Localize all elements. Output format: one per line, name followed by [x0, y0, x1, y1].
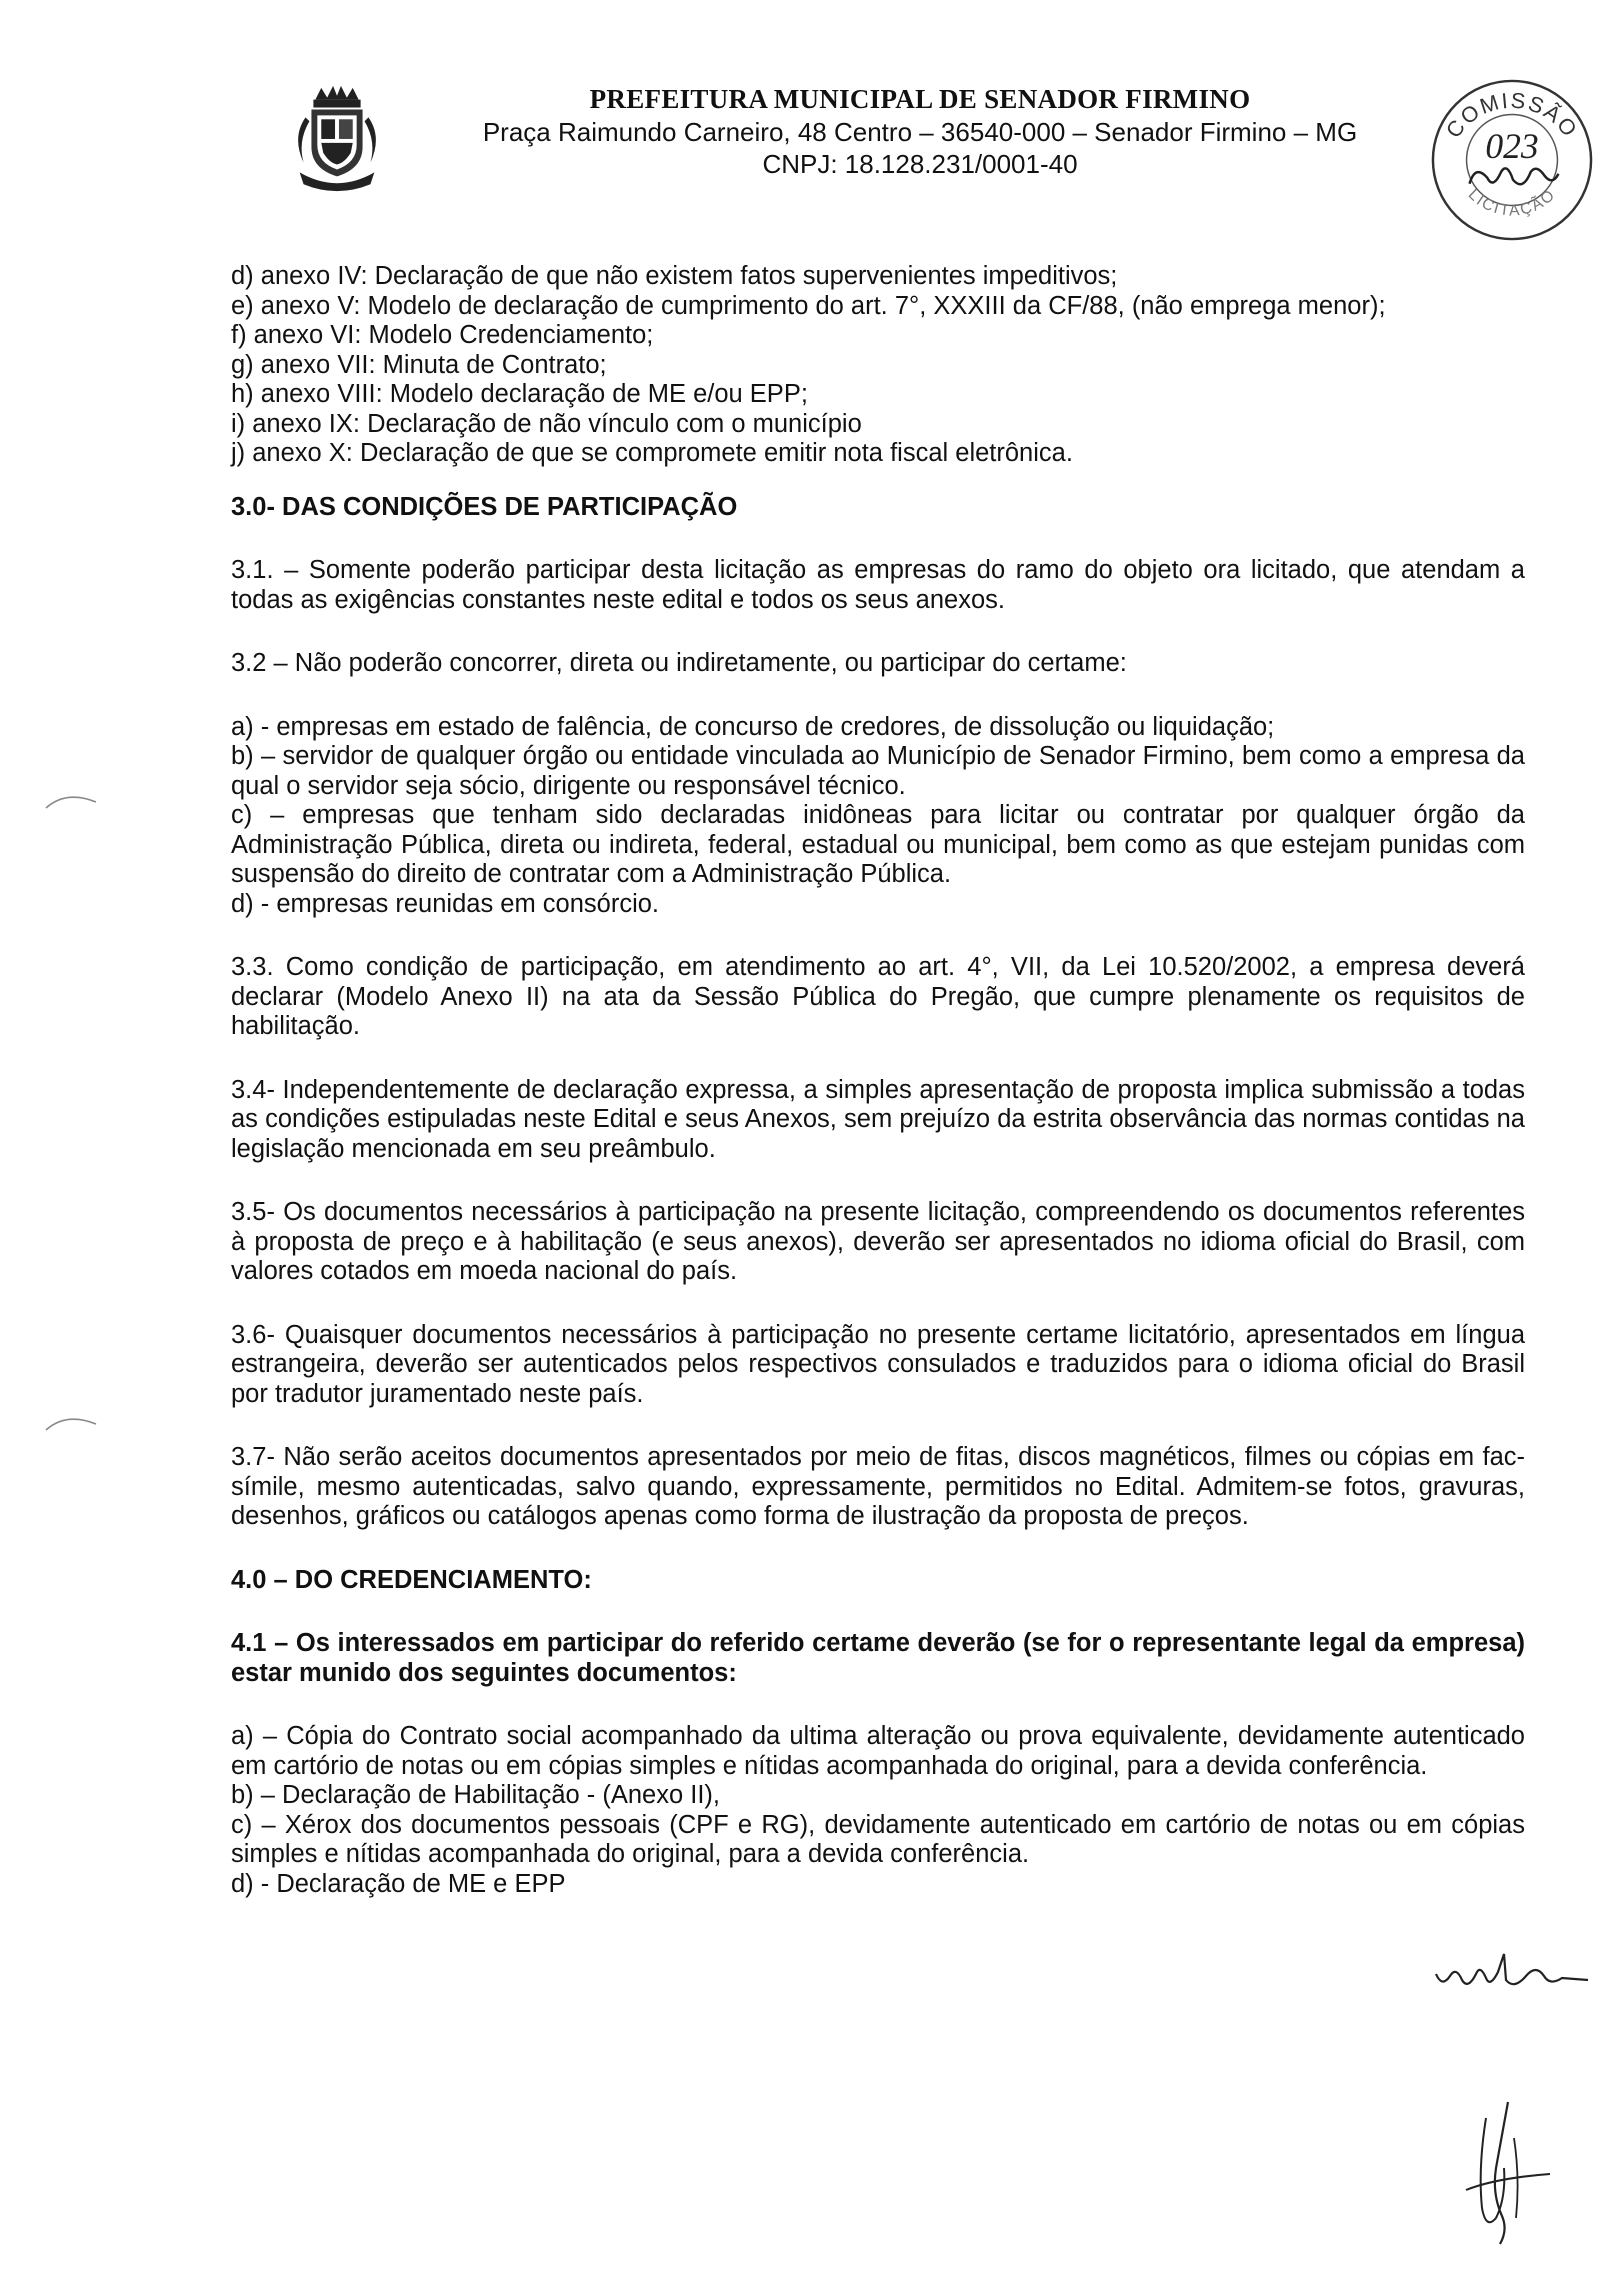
margin-mark	[42, 1410, 102, 1434]
coat-of-arms-icon	[278, 78, 396, 196]
paragraph-4-1: 4.1 – Os interessados em participar do referido certame deverão (se for o representante legal da empresa) estar munido dos seguintes documentos:	[231, 1629, 1525, 1687]
list-item: f) anexo VI: Modelo Credenciamento;	[231, 321, 654, 349]
paragraph-3-5: 3.5- Os documentos necessários à participação na presente licitação, compreendendo os documentos referentes à proposta de preço e à habilitação (e seus anexos), deverão ser apresentados no idioma oficial do Brasil, com valores cotados em moeda nacional do país.	[231, 1198, 1525, 1285]
document-body	[231, 262, 1525, 1899]
stamp-top-text: COMISSÃO	[1440, 87, 1584, 143]
stamp-number: 023	[1485, 126, 1539, 167]
signature	[1456, 2098, 1556, 2248]
paragraph-3-2: 3.2 – Não poderão concorrer, direta ou indiretamente, ou participar do certame:	[231, 649, 1127, 677]
list-item: h) anexo VIII: Modelo declaração de ME e/ou EPP;	[231, 380, 808, 408]
annex-list	[231, 262, 1525, 469]
list-item: c) – empresas que tenham sido declaradas inidôneas para licitar ou contratar por qualquer órgão da Administração Pública, direta ou indireta, federal, estadual ou municipal, bem como as que estejam punidas com suspensão do direito de contratar com a Administração Pública.	[231, 801, 1525, 888]
list-item: a) - empresas em estado de falência, de concurso de credores, de dissolução ou liquidação;	[231, 712, 1275, 741]
paragraph-3-4: 3.4- Independentemente de declaração expressa, a simples apresentação de proposta implica submissão a todas as condições estipuladas neste Edital e seus Anexos, sem prejuízo da estrita observância das normas contidas na legislação mencionada em seu preâmbulo.	[231, 1075, 1525, 1163]
stamp-bottom-text: LICITAÇÃO	[1464, 185, 1560, 220]
list-item: d) - Declaração de ME e EPP	[231, 1869, 566, 1898]
paragraph-3-3: 3.3. Como condição de participação, em atendimento ao art. 4°, VII, da Lei 10.520/2002, a empresa deverá declarar (Modelo Anexo II) na ata da Sessão Pública do Pregão, que cumpre plenamente os requisitos de habilitação.	[231, 953, 1525, 1040]
paragraph-3-6: 3.6- Quaisquer documentos necessários à participação no presente certame licitatório, apresentados em língua estrangeira, deverão ser autenticados pelos respectivos consulados e traduzidos para o idioma oficial do Brasil por tradutor juramentado neste país.	[231, 1320, 1525, 1408]
letterhead-cnpj: CNPJ: 18.128.231/0001-40	[762, 149, 1078, 179]
commission-stamp	[1428, 72, 1596, 248]
list-item: b) – Declaração de Habilitação - (Anexo II),	[231, 1781, 720, 1809]
handwritten-initials	[1432, 1950, 1592, 2000]
svg-text:LICITAÇÃO	[1465, 186, 1560, 220]
paragraph-3-1: 3.1. – Somente poderão participar desta licitação as empresas do ramo do objeto ora licitado, que atendam a todas as exigências constantes neste edital e todos os seus anexos.	[231, 556, 1525, 614]
paragraph-3-7: 3.7- Não serão aceitos documentos apresentados por meio de fitas, discos magnéticos, filmes ou cópias em fac-símile, mesmo autenticadas, salvo quando, expressamente, permitidos no Edital. Admitem-se fotos, gravuras, desenhos, gráficos ou catálogos apenas como forma de ilustração da proposta de preços.	[231, 1443, 1525, 1530]
letterhead-address: Praça Raimundo Carneiro, 48 Centro – 36540-000 – Senador Firmino – MG	[482, 117, 1358, 147]
list-item: b) – servidor de qualquer órgão ou entidade vinculada ao Município de Senador Firmino, bem como a empresa da qual o servidor seja sócio, dirigente ou responsável técnico.	[231, 742, 1525, 800]
list-item: a) – Cópia do Contrato social acompanhado da ultima alteração ou prova equivalente, devidamente autenticado em cartório de notas ou em cópias simples e nítidas acompanhada do original, para a devida conferência.	[231, 1722, 1525, 1780]
margin-mark	[42, 788, 102, 812]
letterhead	[440, 82, 1400, 180]
list-item: g) anexo VII: Minuta de Contrato;	[231, 350, 607, 379]
section-heading-3: 3.0- DAS CONDIÇÕES DE PARTICIPAÇÃO	[231, 492, 738, 521]
list-item: c) – Xérox dos documentos pessoais (CPF e RG), devidamente autenticado em cartório de notas ou em cópias simples e nítidas acompanhada do original, para a devida conferência.	[231, 1810, 1525, 1868]
list-item: d) anexo IV: Declaração de que não existem fatos supervenientes impeditivos;	[231, 262, 1118, 290]
list-item: d) - empresas reunidas em consórcio.	[231, 889, 660, 918]
list-item: e) anexo V: Modelo de declaração de cumprimento do art. 7°, XXXIII da CF/88, (não emprega menor);	[231, 291, 1386, 320]
letterhead-title: PREFEITURA MUNICIPAL DE SENADOR FIRMINO	[589, 84, 1251, 114]
stamp-signature	[1470, 168, 1559, 184]
list-item: i) anexo IX: Declaração de não vínculo com o município	[231, 409, 862, 438]
list-item: j) anexo X: Declaração de que se compromete emitir nota fiscal eletrônica.	[231, 439, 1073, 467]
section-heading-4: 4.0 – DO CREDENCIAMENTO:	[231, 1565, 592, 1594]
